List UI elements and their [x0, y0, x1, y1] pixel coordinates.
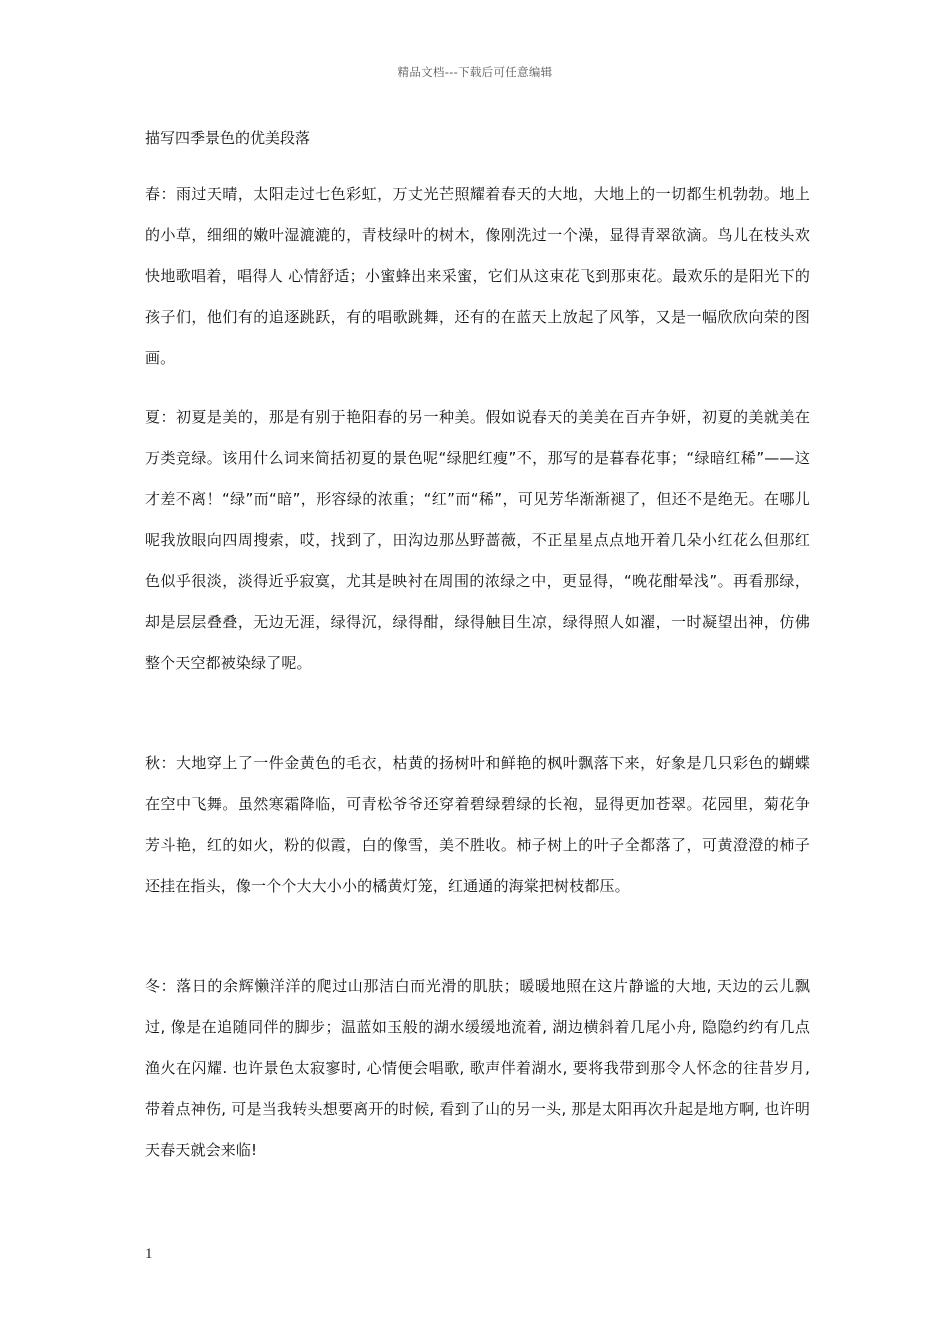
page-header: 精品文档---下载后可任意编辑: [397, 65, 553, 79]
paragraph-autumn: 秋：大地穿上了一件金黄色的毛衣，枯黄的扬树叶和鲜艳的枫叶飘落下来，好象是几只彩色的蝴蝶在空中飞舞。虽然寒霜降临，可青松爷爷还穿着碧绿碧绿的长袍，显得更加苍翠。花园里，菊花争芳斗艳，红的如火，粉的似霞，白的像雪，美不胜收。柿子树上的叶子全都落了，可黄澄澄的柿子还挂在指头，像一个个大大小小的橘黄灯笼，红通通的海棠把树枝都压。: [145, 754, 810, 895]
document-title: 描写四季景色的优美段落: [145, 129, 311, 147]
page-number: 1: [145, 1246, 153, 1262]
paragraph-winter: 冬：落日的余辉懒洋洋的爬过山那洁白而光滑的肌肤；暖暖地照在这片静谧的大地, 天边的云儿飘过, 像是在追随同伴的脚步；温蓝如玉般的湖水缓缓地流着, 湖边横斜着几尾小舟, 隐隐约约有几点渔火在闪耀. 也许景色太寂寥时, 心情便会唱歌, 歌声伴着湖水, 要将我带到那令人怀念的往昔岁月, 带着点神伤, 可是当我转头想要离开的时候, 看到了山的另一头, 那是太阳再次升起是地方啊, 也许明天春天就会来临!: [145, 977, 810, 1159]
paragraph-summer: 夏：初夏是美的，那是有别于艳阳春的另一种美。假如说春天的美美在百卉争妍，初夏的美就美在万类竞绿。该用什么词来简括初夏的景色呢“绿肥红瘦”不，那写的是暮春花事；“绿暗红稀”——这才差不离！“绿”而“暗”，形容绿的浓重；“红”而“稀”，可见芳华渐渐褪了，但还不是绝无。在哪儿呢我放眼向四周搜索，哎，找到了，田沟边那丛野蔷薇，不正星星点点地开着几朵小红花么但那红色似乎很淡，淡得近乎寂寞，尤其是映衬在周围的浓绿之中，更显得，“晚花酣晕浅”。再看那绿，却是层层叠叠，无边无涯，绿得沉，绿得酣，绿得触目生凉，绿得照人如濯，一时凝望出神，仿佛整个天空都被染绿了呢。: [145, 408, 810, 672]
paragraph-spring: 春：雨过天晴，太阳走过七色彩虹，万丈光芒照耀着春天的大地，大地上的一切都生机勃勃。地上的小草，细细的嫩叶湿漉漉的，青枝绿叶的树木，像刚洗过一个澡，显得青翠欲滴。鸟儿在枝头欢快地歌唱着，唱得人 心情舒适；小蜜蜂出来采蜜，它们从这束花飞到那束花。最欢乐的是阳光下的孩子们，他们有的追逐跳跃，有的唱歌跳舞，还有的在蓝天上放起了风筝，又是一幅欣欣向荣的图画。: [145, 185, 810, 367]
